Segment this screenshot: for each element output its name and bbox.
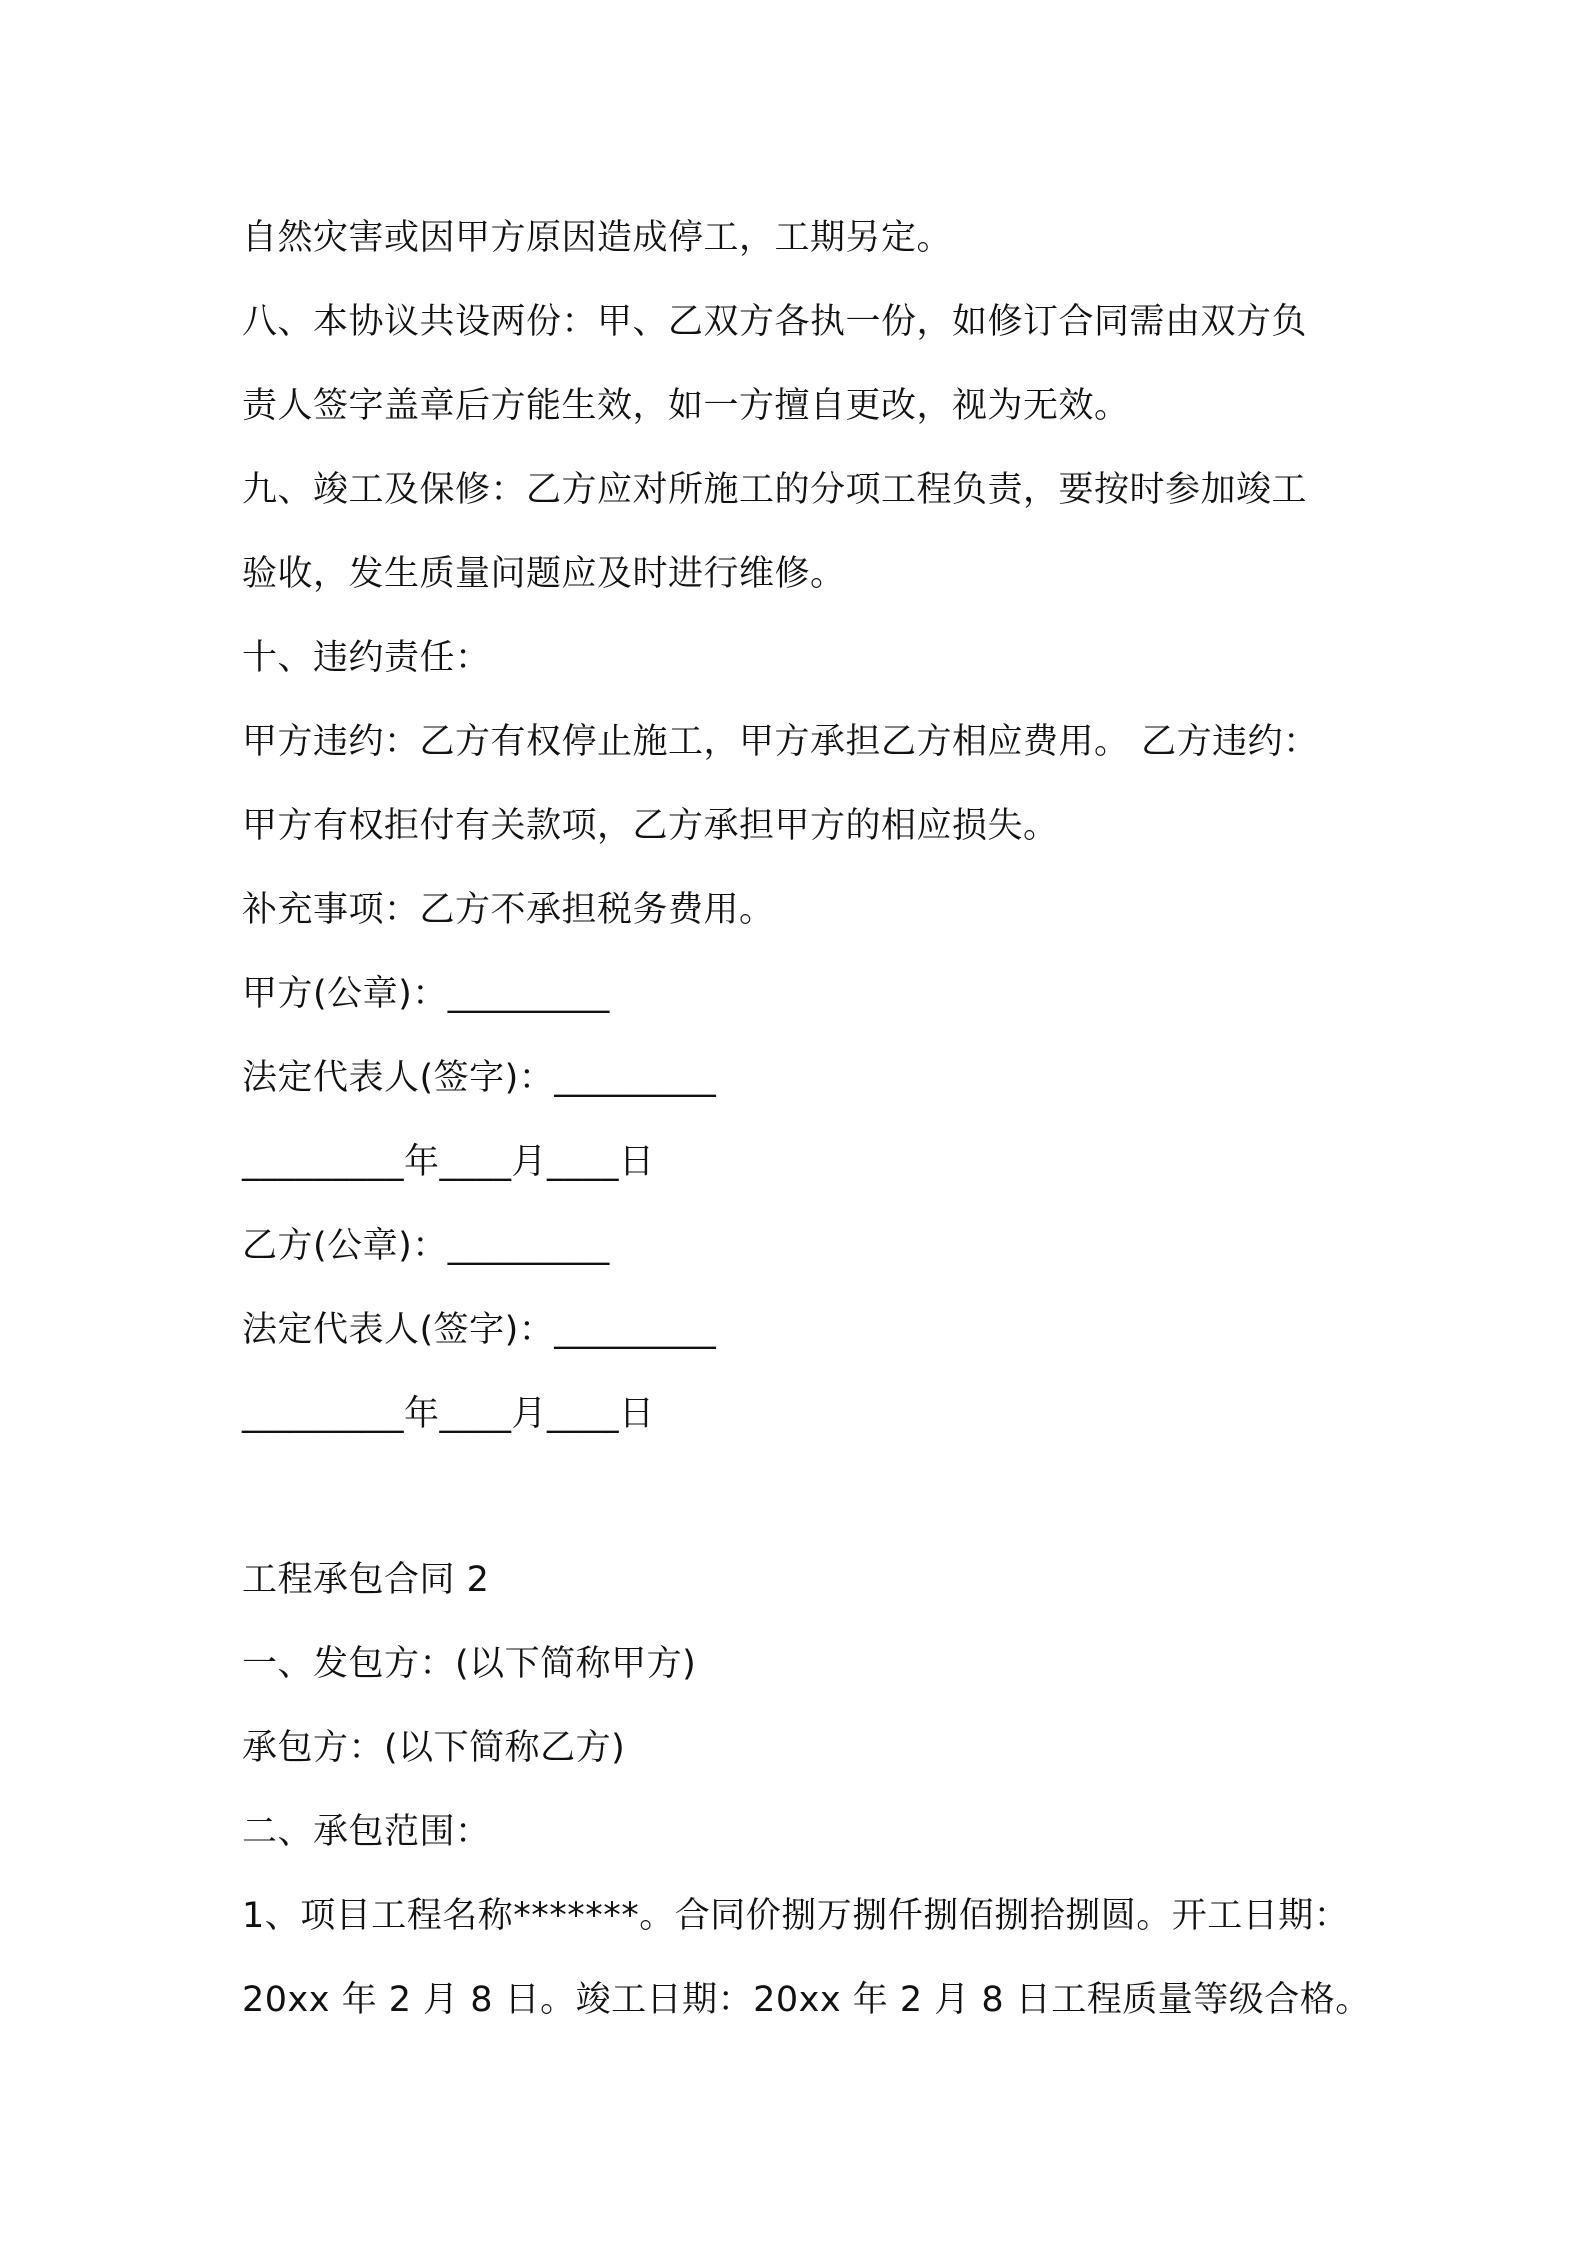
signature-representative-b: 法定代表人(签字)：_________ (242, 1310, 717, 1350)
contract-title: 工程承包合同 2 (242, 1560, 490, 1600)
paragraph-line: 1、项目工程名称*******。合同价捌万捌仟捌佰捌拾捌圆。开工日期： (242, 1896, 1350, 1936)
paragraph-line: 责人签字盖章后方能生效，如一方擅自更改，视为无效。 (242, 386, 1130, 426)
paragraph-line: 九、竣工及保修：乙方应对所施工的分项工程负责，要按时参加竣工 (242, 470, 1308, 510)
paragraph-line: 八、本协议共设两份：甲、乙双方各执一份，如修订合同需由双方负 (242, 302, 1308, 342)
paragraph-line: 验收，发生质量问题应及时进行维修。 (242, 554, 846, 594)
section-heading: 十、违约责任： (242, 638, 491, 678)
signature-party-a: 甲方(公章)：_________ (242, 974, 610, 1014)
signature-representative-a: 法定代表人(签字)：_________ (242, 1058, 717, 1098)
paragraph-line: 甲方违约：乙方有权停止施工，甲方承担乙方相应费用。 乙方违约： (242, 722, 1319, 762)
paragraph-line: 一、发包方：(以下简称甲方) (242, 1644, 697, 1684)
paragraph-line: 甲方有权拒付有关款项，乙方承担甲方的相应损失。 (242, 806, 1059, 846)
signature-party-b: 乙方(公章)：_________ (242, 1226, 610, 1266)
signature-date-b: _________年____月____日 (242, 1394, 655, 1434)
section-heading: 二、承包范围： (242, 1812, 491, 1852)
signature-date-a: _________年____月____日 (242, 1142, 655, 1182)
document-body (242, 196, 1371, 2042)
paragraph-line: 承包方：(以下简称乙方) (242, 1728, 626, 1768)
paragraph-line: 自然灾害或因甲方原因造成停工，工期另定。 (242, 218, 953, 258)
paragraph-line: 20xx 年 2 月 8 日。竣工日期：20xx 年 2 月 8 日工程质量等级合格。 (242, 1980, 1371, 2020)
paragraph-line: 补充事项：乙方不承担税务费用。 (242, 890, 775, 930)
